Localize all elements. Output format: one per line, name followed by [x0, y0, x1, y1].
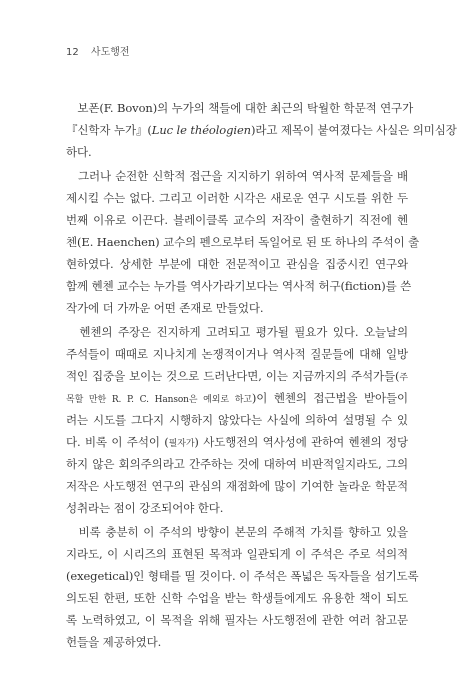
text-line — [66, 587, 408, 609]
text-line — [66, 231, 420, 253]
text-segment: 『신학자 누가』( — [66, 123, 152, 137]
text-segment: )이 헨첸의 접근법을 받아들이 — [251, 391, 408, 405]
text-line — [66, 497, 408, 519]
text-line — [66, 253, 408, 275]
text-segment: 그러나 순전한 신학적 접근을 지지하기 위하여 역사적 문제들을 배 — [66, 169, 408, 183]
text-segment: 함께 헨첸 교수는 누가를 역사가라기보다는 역사적 허구(fiction)를 쓴 — [66, 279, 412, 293]
text-line — [66, 475, 408, 497]
text-segment: (exegetical)인 형태를 띨 것이다. 이 주석은 폭넓은 독자들을 섬기도록 — [66, 569, 419, 583]
text-line — [66, 609, 408, 631]
text-segment: Luc le théologien — [151, 123, 251, 137]
page-number: 12 — [66, 47, 79, 58]
text-segment: 현하였다. 상세한 부분에 대한 전문적이고 관심을 집중시킨 연구와 — [66, 257, 408, 271]
text-segment: 하다. — [66, 145, 92, 159]
text-line — [66, 365, 408, 387]
text-line — [66, 209, 408, 231]
text-line — [66, 165, 408, 187]
text-line — [66, 343, 408, 365]
text-line — [66, 521, 408, 543]
text-segment: 헌들을 제공하였다. — [66, 635, 162, 649]
text-segment: 비록 충분히 이 주석의 방향이 본문의 주해적 가치를 향하고 있을 — [66, 525, 408, 539]
text-segment: 지라도, 이 시리즈의 표현된 목적과 일관되게 이 주석은 주로 석의적 — [66, 547, 408, 561]
text-segment: 려는 시도를 그다지 시행하지 않았다는 사실에 의하여 설명될 수 있 — [66, 413, 408, 427]
text-segment: 하지 않은 회의주의라고 간주하는 것에 대하여 비판적일지라도, 그의 — [66, 457, 408, 471]
running-head — [66, 43, 130, 58]
paragraph — [66, 521, 419, 653]
text-line — [66, 453, 408, 475]
text-segment: 첸(E. Haenchen) 교수의 펜으로부터 독일어로 된 또 하나의 주석이 출 — [66, 235, 420, 249]
text-line — [66, 409, 408, 431]
text-line — [66, 387, 408, 409]
text-segment: 보폰(F. Bovon)의 누가의 책들에 대한 최근의 탁월한 학문적 연구가 — [66, 101, 414, 115]
running-title: 사도행전 — [90, 47, 130, 58]
text-segment: 저작은 사도행전 연구의 관심의 재점화에 많이 기여한 놀라운 학문적 — [66, 479, 408, 493]
body-text — [66, 97, 457, 653]
text-segment: 적인 집중을 보이는 것으로 드러난다면, 이는 지금까지의 주석가들( — [66, 369, 400, 383]
text-segment: 제시킬 수는 없다. 그리고 이러한 시각은 새로운 연구 시도를 위한 두 — [66, 191, 408, 205]
text-line — [66, 97, 414, 119]
text-line — [66, 431, 408, 453]
text-line — [66, 187, 408, 209]
text-line — [66, 119, 457, 141]
text-line — [66, 141, 408, 163]
paragraph — [66, 97, 457, 163]
text-segment: 목할 만한 R. P. C. Hanson은 예외로 하고 — [66, 395, 252, 405]
text-segment: ) 사도행전의 역사성에 관하여 헨첸의 정당 — [194, 435, 408, 449]
text-line — [66, 297, 408, 319]
text-line — [66, 321, 408, 343]
text-segment: )라고 제목이 붙여졌다는 사실은 의미심장 — [251, 123, 457, 137]
text-segment: 다. 비록 이 주석이 ( — [66, 435, 169, 449]
paragraph — [66, 165, 420, 319]
text-line — [66, 543, 408, 565]
text-segment: 작가에 더 가까운 어떤 존재로 만들었다. — [66, 301, 264, 315]
text-segment: 필자가 — [168, 439, 195, 449]
text-line — [66, 275, 412, 297]
text-segment: 주 — [399, 373, 408, 383]
text-segment: 주석들이 때때로 지나치게 논쟁적이거나 역사적 질문들에 대해 일방 — [66, 347, 408, 361]
paragraph — [66, 321, 408, 519]
text-line — [66, 631, 408, 653]
text-segment: 의도된 한편, 또한 신학 수업을 받는 학생들에게도 유용한 책이 되도 — [66, 591, 408, 605]
text-segment: 헨첸의 주장은 진지하게 고려되고 평가될 필요가 있다. 오늘날의 — [66, 325, 408, 339]
text-segment: 번째 이유로 이끈다. 블레이클록 교수의 저작이 출현하기 직전에 헨 — [66, 213, 408, 227]
text-segment: 록 노력하였고, 이 목적을 위해 필자는 사도행전에 관한 여러 참고문 — [66, 613, 408, 627]
text-line — [66, 565, 419, 587]
text-segment: 성취라는 점이 강조되어야 한다. — [66, 501, 224, 515]
